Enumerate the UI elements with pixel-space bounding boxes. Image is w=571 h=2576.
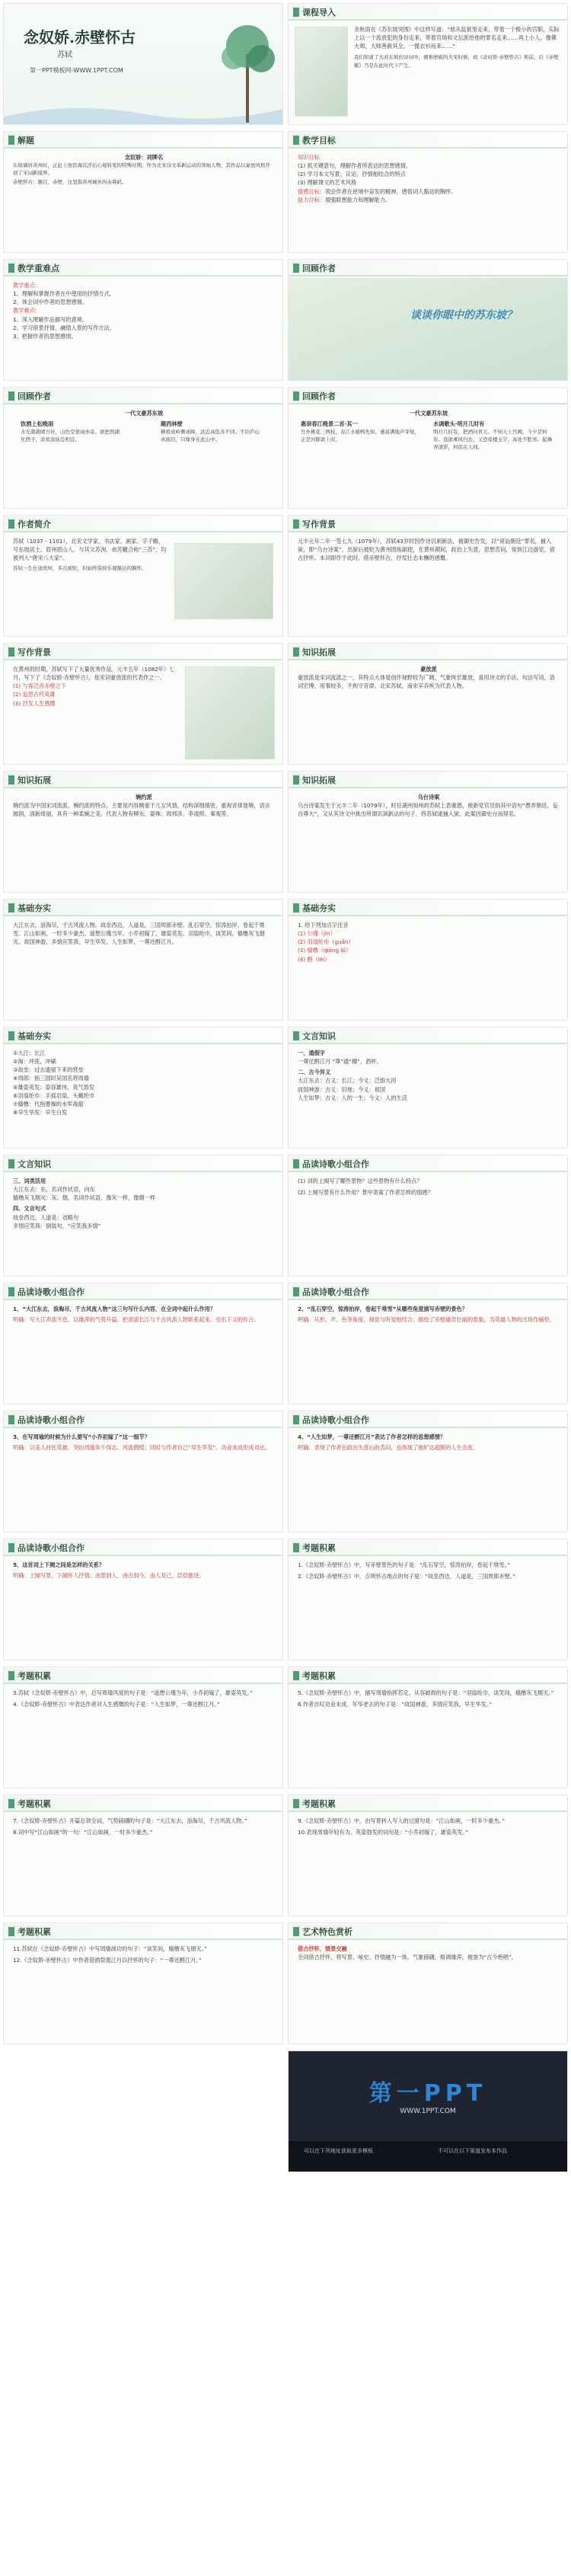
slide-group-5[interactable] (288, 1411, 568, 1532)
slide-body (298, 1049, 560, 1142)
intro-paragraph-2: 我们知道了大苏东坡的诗词中，遇难磨砺的大宋时候，而《念奴娇·赤壁怀古》和前、后《赤壁赋》乃是在此时代下产生。 (354, 54, 559, 69)
banner-marker (293, 775, 299, 785)
slide-heading: 回顾作者 (18, 392, 51, 401)
background-text: 元丰元年二年一签七九（1079年），苏轼43岁时因作诗讥刺新法，被御史告发，以“谤讪朝廷”罪名，捕入狱，即“乌台诗案”。出狱后被贬为黄州团练副使，在黄州期间，政治上失意，思想苦闷，常到江边游览，借古抒怀。本词即作于此时，借赤壁怀古，抒发壮志未酬的感慨。 (298, 538, 556, 562)
slide-body (13, 1561, 275, 1654)
section-head: 四、文言句式 (13, 1205, 46, 1213)
portrait-image (174, 543, 273, 619)
slide-banner (289, 260, 567, 276)
sub-heading: 婉约派 (136, 794, 152, 801)
exam-item: 6.作者自叹功业未成、年华老去的句子是：“故国神游，多情应笑我，早生华发。” (298, 1701, 493, 1708)
banner-marker (293, 647, 299, 657)
key-head: 教学难点： (13, 307, 40, 315)
slide-heading: 写作背景 (18, 647, 51, 657)
poem-left (301, 420, 423, 443)
slide-body (13, 1049, 275, 1142)
slide-banner (289, 1923, 567, 1940)
exam-item: 11.苏轼在《念奴娇·赤壁怀古》中写周瑜战功的句子：“谈笑间，樯橹灰飞烟灭。” (13, 1945, 207, 1952)
slide-body (13, 793, 275, 886)
slide-background-2[interactable] (3, 643, 283, 765)
banner-marker (8, 264, 14, 273)
slide-heading: 考题积累 (302, 1799, 336, 1809)
banner-marker (293, 264, 299, 273)
poem-right (161, 420, 260, 443)
key-item: 1、理解和掌握作者在中使用的抒情方式。 (13, 290, 115, 298)
key-item: 3、把握作者的思想感情。 (13, 332, 77, 340)
bg-list-item: (3) 抒发人生感慨 (13, 699, 56, 707)
answer: 明确：从形、声、色等角度，视觉与听觉相结合，描绘了赤壁雄奇壮丽的景象，为英雄人物的出场作铺垫。 (298, 1316, 555, 1324)
answer-item: (4) 酹（lèi） (298, 955, 330, 963)
author-name: 苏轼 (57, 51, 72, 59)
end-footer (289, 2141, 567, 2172)
slide-jieti[interactable] (3, 131, 283, 253)
paragraph: 婉约派为中国宋词流派，婉约派的特点，主要是内容侧重于儿女风情，结构深细缜密，重视音律谐婉，语言圆润，清新绮丽，具有一种柔婉之美。代表人物有柳永、晏殊、周邦彦、李清照、秦观等。 (13, 802, 270, 818)
goal-item: (1) 抓关键意句，理解作者所表达的思想感情。 (298, 162, 412, 170)
answer: 明确：上阕写景，下阕怀人抒情；由景到人，由古到今，由人及己，层层推进。 (13, 1572, 205, 1580)
question: (1) 词的上阕写了哪些景物？这些景物有什么特点？ (298, 1178, 423, 1184)
question: 4、“人生如梦，一尊还酹江月”表达了作者怎样的思想感情？ (298, 1433, 446, 1440)
bg-list-item: (2) 追思古代英雄 (13, 691, 56, 698)
banner-marker (8, 903, 14, 912)
answer: 明确：表现了作者在政治失意后的苦闷，也体现了他旷达超脱的人生态度。 (298, 1444, 479, 1452)
sub-heading: 乌台诗案 (417, 794, 440, 801)
slide-group-3[interactable] (288, 1283, 568, 1405)
slide-end[interactable] (288, 2050, 568, 2172)
slide-goals[interactable] (288, 131, 568, 253)
slide-heading: 艺术特色赏析 (302, 1927, 352, 1937)
banner-marker (293, 1159, 299, 1168)
slide-heading: 教学重难点 (18, 264, 59, 273)
bg-list-item: (1) 与客泛舟赤壁之下 (13, 682, 66, 690)
exam-item: 4.《念奴娇·赤壁怀古》中表达作者对人生感慨的句子是：“人生如梦，一尊还酹江月。” (13, 1701, 220, 1708)
banner-marker (8, 1287, 14, 1296)
slide-body (13, 1945, 275, 2037)
banner-marker (293, 1671, 299, 1680)
answer-item: (2) 羽扇纶巾（guān） (298, 938, 354, 946)
banner-marker (293, 1031, 299, 1040)
banner-marker (8, 136, 14, 145)
goal-text: 增强联想能力和理解能力。 (324, 196, 391, 203)
slide-banner (289, 1411, 567, 1428)
footer-text-right: 不可以在以下渠道发布本作品 (438, 2148, 507, 2154)
line: 大江东去：古义：长江；今义：泛指大河 (298, 1077, 397, 1085)
slide-basics-notes[interactable] (3, 1027, 283, 1149)
slide-basics-text[interactable] (3, 899, 283, 1021)
slide-background[interactable] (288, 515, 568, 637)
slide-heading: 基础夯实 (18, 1031, 51, 1041)
line: 故国神游：古义：旧地；今义：祖国 (298, 1085, 386, 1093)
question: 1、“大江东去，浪淘尽，千古风流人物”这三句写什么内容，在全词中起什么作用？ (13, 1306, 216, 1312)
slide-wanyue[interactable] (3, 771, 283, 893)
landscape-image (289, 278, 568, 381)
slide-intro[interactable] (288, 3, 568, 125)
slide-banner (4, 1155, 282, 1172)
slide-banner (4, 516, 282, 532)
slide-banner (4, 1923, 282, 1940)
exam-item: 2.《念奴娇·赤壁怀古》中，点明怀古地点的句子是：“故垒西边，人道是，三国周郎赤壁。” (298, 1573, 516, 1580)
slide-body (13, 1177, 275, 1270)
slide-body (13, 1817, 275, 1910)
poems-sub: 一代文豪苏东坡 (124, 410, 164, 417)
slide-title[interactable] (3, 3, 283, 125)
key-item: 1、深入理解作品描写的意境。 (13, 315, 88, 323)
line: 大江东去：东，名词作状语，向东 (13, 1186, 95, 1194)
question: 5、这首词上下阕之间是怎样的关系？ (13, 1561, 105, 1568)
jieti-paragraph: 东坡谪居黄州时，正赶上他宦海沉浮后心境转变的特殊时期，作为北宋诗文革新运动的领袖人物，其作品以豪放风格开创了宋词新境界。 (13, 162, 270, 177)
banner-marker (8, 519, 14, 529)
slide-heading: 知识拓展 (302, 647, 336, 657)
banner-marker (293, 1927, 299, 1936)
slide-body (298, 921, 560, 1014)
background-text: 在黄州的时期，苏轼写下了大量优秀作品。元丰五年（1082年）七月，写下了《念奴娇·赤壁怀古》，是宋词豪放派的代表作之一。 (13, 666, 175, 682)
site-url: 第一PPT模板网-WWW.1PPT.COM (30, 67, 123, 74)
slide-heading: 知识拓展 (18, 775, 51, 785)
slide-banner (289, 1283, 567, 1300)
slide-body (298, 409, 560, 502)
slide-heading: 品读诗歌小组合作 (302, 1287, 369, 1297)
slide-banner (289, 1028, 567, 1044)
slide-heading: 考题积累 (18, 1671, 51, 1681)
banner-marker (293, 1287, 299, 1296)
note-item: ③故垒：过去遗留下来的营垒 (13, 1066, 84, 1074)
slide-recall-author[interactable] (288, 259, 568, 381)
goal-item: (2) 学习本文写景、议论、抒情相结合的特点 (298, 171, 406, 178)
poems-sub: 一代文豪苏东坡 (409, 410, 448, 417)
line: 樯橹灰飞烟灭：灰、烟，名词作状语，像灰一样，像烟一样 (13, 1194, 155, 1202)
answer-item: (1) 公瑾（jǐn） (298, 930, 336, 938)
slide-banner (289, 1795, 567, 1812)
paragraph: 豪放派是宋词流派之一，其特点大体是创作视野较为广阔，气象恢宏雄放，喜用诗文的手法、句法写词，语词宏博，用事较多，不拘守音律。北宋苏轼、南宋辛弃疾为代表人物。 (298, 674, 555, 690)
poem-right (433, 420, 555, 451)
exam-item: 5.《念奴娇·赤壁怀古》中，描写周瑜指挥若定、从容破敌的句子是：“羽扇纶巾，谈笑间，樯橹灰飞烟灭。” (298, 1689, 554, 1696)
slide-banner (289, 772, 567, 788)
question: (2) 上阕写景有什么作用？景中寄寓了作者怎样的情感？ (298, 1189, 433, 1197)
slide-heading: 品读诗歌小组合作 (302, 1415, 369, 1425)
banner-marker (8, 1031, 14, 1040)
slide-group-1[interactable] (288, 1155, 568, 1277)
section-head: 一、通假字 (298, 1050, 325, 1056)
paragraph: 乌台诗案发生于元丰二年（1079年），时任湖州知州的苏轼上表谢恩，被新党官员指其中语句“愚弄朝廷，妄自尊大”，又从其诗文中挑出所谓讥讽新法的句子，将苏轼逮捕入狱。此案因御史台而得名。 (298, 802, 558, 818)
banner-marker (293, 8, 299, 17)
slide-heading: 考题积累 (18, 1799, 51, 1809)
footer-text-left: 可以在下列地址获取更多模板 (304, 2148, 373, 2154)
exam-item: 12.《念奴娇·赤壁怀古》中作者借酒祭奠江月以抒怀的句子：“一尊还酹江月。” (13, 1957, 202, 1964)
slide-heading: 品读诗歌小组合作 (18, 1415, 85, 1425)
slide-banner (289, 644, 567, 660)
slide-author-bio[interactable] (3, 515, 283, 637)
poem-title: 题西林壁 (161, 420, 183, 427)
slide-body (298, 793, 560, 886)
exam-item: 1.《念奴娇·赤壁怀古》中，写赤壁景色的句子是：“乱石穿空，惊涛拍岸，卷起千堆雪。” (298, 1561, 510, 1568)
intro-paragraph: 余秋雨在《苏东坡突围》中这样写道：“他从监狱里走来，带着一个极小的官职，实际上以一个流放犯的身份走来，带着官场和文坛派给他的罪名走来……再上小人，像佛大师，大师善赦其全，一揽衣衫而来……” (354, 26, 560, 50)
note-item: ⑥羽扇纶巾：手摇羽扇，头戴纶巾 (13, 1091, 95, 1099)
tree-illustration (295, 27, 348, 117)
question: 3、在写周瑜的时候为什么要写“小乔初嫁了”这一细节？ (13, 1433, 150, 1440)
tree-icon (217, 8, 278, 123)
banner-marker (8, 1799, 14, 1808)
slide-banner (4, 260, 282, 276)
slide-banner (289, 1155, 567, 1172)
exam-item: 7.《念奴娇·赤壁怀古》开篇总领全词，气势磅礴的句子是：“大江东去，浪淘尽，千古风流人物。” (13, 1817, 247, 1824)
slide-body (13, 409, 275, 502)
slide-banner (289, 1539, 567, 1556)
section-head: 三、词类活用 (13, 1178, 46, 1184)
banner-marker (8, 392, 14, 401)
poem-text: 竹外桃花三两枝，春江水暖鸭先知。蒌蒿满地芦芽短，正是河豚欲上时。 (301, 429, 419, 443)
slide-body (13, 281, 275, 374)
slide-heading: 基础夯实 (18, 903, 51, 913)
slide-heading: 品读诗歌小组合作 (18, 1287, 85, 1297)
slide-banner (289, 4, 567, 21)
slide-heading: 文言知识 (18, 1159, 51, 1169)
section-head: 二、古今异义 (298, 1069, 331, 1076)
banner-marker (8, 1671, 14, 1680)
banner-marker (8, 1927, 14, 1936)
exam-item: 8.词中写“江山如画”的一句：“江山如画，一时多少豪杰。” (13, 1829, 153, 1836)
slide-banner (4, 1667, 282, 1684)
slide-exam-1[interactable] (288, 1539, 568, 1660)
bio-text-2: 苏轼一生仕途坎坷，多次被贬，但始终保持乐观豁达的胸怀。 (13, 565, 147, 572)
slide-banner (4, 1411, 282, 1428)
sub-heading: 豪放派 (420, 666, 437, 673)
slide-exam-6[interactable] (3, 1922, 283, 2044)
banner-marker (293, 1415, 299, 1424)
slide-body (298, 1817, 560, 1910)
banner-marker (293, 136, 299, 145)
exam-item: 10.表现周瑜年轻有为、英姿勃发的词句是：“小乔初嫁了，雄姿英发。” (298, 1829, 468, 1836)
slide-body (298, 1689, 560, 1782)
banner-marker (293, 1543, 299, 1552)
exam-item: 9.《念奴娇·赤壁怀古》中，由写景转入写人的过渡句是：“江山如画，一时多少豪杰。” (298, 1817, 505, 1824)
question: 1. 给下列加点字注音 (298, 922, 349, 928)
banner-marker (8, 647, 14, 657)
slide-body (13, 1433, 275, 1526)
art-text: 全词借古抒怀，将写景、咏史、抒情融为一体，气象磅礴，格调雄浑，被誉为“古今绝唱”。 (298, 1954, 517, 1961)
slide-body (298, 1433, 560, 1526)
slide-heading: 课程导入 (302, 8, 336, 18)
slide-heading: 考题积累 (302, 1671, 336, 1681)
slide-body (13, 537, 168, 630)
note-item: ④周郎：指三国时吴国名将周瑜 (13, 1075, 89, 1082)
slide-body (298, 1945, 560, 2037)
slide-heading: 考题积累 (302, 1543, 336, 1553)
slide-exam-2[interactable] (3, 1667, 283, 1788)
slide-heading: 品读诗歌小组合作 (302, 1159, 369, 1169)
slide-body (298, 1305, 560, 1398)
slide-wenyan-1[interactable] (288, 1027, 568, 1149)
slide-body (13, 921, 275, 1014)
slide-body (298, 1177, 560, 1270)
slide-banner (4, 644, 282, 660)
note-item: ②淘：冲洗，冲刷 (13, 1058, 56, 1066)
goal-label: 能力目标： (298, 196, 325, 203)
slide-group-6[interactable] (3, 1539, 283, 1660)
jieti-paragraph-2: 赤壁怀古：题目，赤壁，这里指黄州城外的赤鼻矶。 (13, 179, 127, 186)
slide-banner (4, 388, 282, 404)
answer-item: (3) 樯橹（qiáng lǔ） (298, 947, 352, 954)
poem-text: 明月几时有，把酒问青天。不知天上宫阙，今夕是何年。我欲乘风归去，又恐琼楼玉宇，高处不胜寒。起舞弄清影，何似在人间。 (433, 429, 552, 451)
slide-banner (4, 772, 282, 788)
slide-poems-1[interactable] (3, 387, 283, 509)
statue-image (185, 666, 275, 759)
goal-label: 知识目标 (298, 154, 320, 161)
note-item: ⑧早生华发：早生白发 (13, 1109, 68, 1117)
brand-url: WWW.1PPT.COM (400, 2108, 456, 2115)
poem-text: 水光潋滟晴方好，山色空蒙雨亦奇。欲把西湖比西子，淡妆浓抹总相宜。 (21, 429, 120, 443)
slide-exam-3[interactable] (288, 1667, 568, 1788)
banner-marker (8, 1159, 14, 1168)
cipai-heading: 念奴娇：词牌名 (124, 154, 164, 161)
slide-banner (289, 900, 567, 916)
slide-heading: 作者简介 (18, 519, 51, 529)
slide-banner (289, 388, 567, 404)
slide-heading: 基础夯实 (302, 903, 336, 913)
line: 故垒西边，人道是：省略句 (13, 1213, 79, 1221)
poem-text: 横看成岭侧成峰，远近高低各不同。不识庐山真面目，只缘身在此山中。 (161, 429, 260, 443)
goal-text: 领会作者在逆境中奋发的精神，感悟词人豁达的胸怀。 (324, 187, 457, 195)
banner-marker (8, 1415, 14, 1424)
answer: 明确：写大江奔流不息，以雄浑的气势开篇，把滚滚长江与千古风流人物联系起来，引出下文的怀古。 (13, 1316, 260, 1324)
poem-title: 水调歌头·明月几时有 (433, 420, 485, 427)
note-item: ⑤雄姿英发：姿容雄伟，英气勃发 (13, 1083, 95, 1091)
art-head: 借古抒怀，情景交融 (298, 1945, 347, 1952)
slide-heading: 回顾作者 (302, 392, 336, 401)
banner-marker (8, 1543, 14, 1552)
banner-marker (8, 775, 14, 785)
slide-body (13, 153, 275, 246)
slide-poems-2[interactable] (288, 387, 568, 509)
slide-basics-pinyin[interactable] (288, 899, 568, 1021)
line: 一尊还酹江月 “尊”通“樽”，酒杯。 (298, 1058, 382, 1066)
slide-body (298, 153, 560, 246)
slide-wutai[interactable] (288, 771, 568, 893)
key-item: 2、学习借景抒情、融情入景的写作方法。 (13, 324, 115, 331)
poem-title: 惠崇春江晚景二首·其一 (301, 420, 358, 427)
slide-banner (4, 132, 282, 149)
banner-marker (293, 519, 299, 529)
slide-heading: 写作背景 (302, 519, 336, 529)
goal-label: 情感目标： (298, 187, 325, 195)
slide-body (13, 1305, 275, 1398)
discussion-bubble: 谈谈你眼中的苏东坡？ (410, 309, 517, 321)
slide-banner (289, 1667, 567, 1684)
lyric-text: 大江东去，浪淘尽，千古风流人物。故垒西边，人道是，三国周郎赤壁。乱石穿空，惊涛拍岸，卷起千堆雪。江山如画，一时多少豪杰。遥想公瑾当年，小乔初嫁了，雄姿英发。羽扇纶巾，谈笑间，樯橹灰飞烟灭。故国神游，多情应笑我，早生华发。人生如梦，一尊还酹江月。 (13, 922, 265, 946)
slide-heading: 回顾作者 (302, 264, 336, 273)
slide-key-points[interactable] (3, 259, 283, 381)
banner-marker (293, 392, 299, 401)
slide-banner (4, 1283, 282, 1300)
slide-banner (4, 900, 282, 916)
slide-banner (289, 132, 567, 149)
brand-logo: 第一PPT (368, 2080, 487, 2107)
key-head: 教学重点： (13, 282, 40, 289)
slide-banner (4, 1028, 282, 1044)
line: 人生如梦：古义：人的一生；今义：人的生活 (298, 1094, 407, 1101)
banner-marker (293, 1799, 299, 1808)
slide-body (13, 1689, 275, 1782)
slide-heading: 品读诗歌小组合作 (18, 1543, 85, 1553)
slide-heading: 教学目标 (302, 136, 336, 145)
answer: 明确：以美人衬托英雄，突出周瑜年少得志、风流倜傥；同时与作者自己“早生华发”、功业未成形成对比。 (13, 1444, 271, 1452)
slide-body (298, 665, 560, 758)
lyric-title: 念奴娇.赤壁怀古 (24, 28, 136, 46)
slide-haofang[interactable] (288, 643, 568, 765)
slide-body (298, 1561, 560, 1654)
slide-body (298, 537, 560, 630)
slide-banner (4, 1795, 282, 1812)
slide-body (13, 665, 176, 758)
slide-exam-5[interactable] (288, 1795, 568, 1916)
slide-exam-4[interactable] (3, 1795, 283, 1916)
slide-heading: 知识拓展 (302, 775, 336, 785)
poem-title: 饮酒上松晚雨 (21, 420, 54, 427)
question: 2、“乱石穿空，惊涛拍岸，卷起千堆雪”从哪些角度描写赤壁的景色？ (298, 1306, 467, 1312)
slide-banner (289, 516, 567, 532)
slide-group-2[interactable] (3, 1283, 283, 1405)
slide-heading: 文言知识 (302, 1031, 336, 1041)
slide-group-4[interactable] (3, 1411, 283, 1532)
note-item: ①大江：长江 (13, 1050, 46, 1056)
goal-item: (3) 理解课文的艺术风格 (298, 179, 357, 187)
slide-heading: 解题 (18, 136, 34, 145)
exam-item: 3.苏轼《念奴娇·赤壁怀古》中，总写周瑜风度的句子是：“遥想公瑾当年，小乔初嫁了，雄姿英发。” (13, 1689, 253, 1696)
bio-text: 苏轼（1037－1101），北宋文学家、书法家、画家。字子瞻，号东坡居士。眉州眉山人。与其父苏洵、弟苏辙合称“三苏”，均被列入“唐宋八大家”。 (13, 538, 167, 562)
note-item: ⑦樯橹：代指曹操的水军战船 (13, 1100, 84, 1107)
poem-left (21, 420, 120, 443)
line: 多情应笑我：倒装句，“应笑我多情” (13, 1222, 101, 1229)
slide-art[interactable] (288, 1922, 568, 2044)
key-item: 2、体会词中作者的思想感情。 (13, 299, 88, 306)
slide-wenyan-2[interactable] (3, 1155, 283, 1277)
banner-marker (293, 903, 299, 912)
slide-body (354, 25, 560, 118)
slide-heading: 考题积累 (18, 1927, 51, 1937)
slide-banner (4, 1539, 282, 1556)
